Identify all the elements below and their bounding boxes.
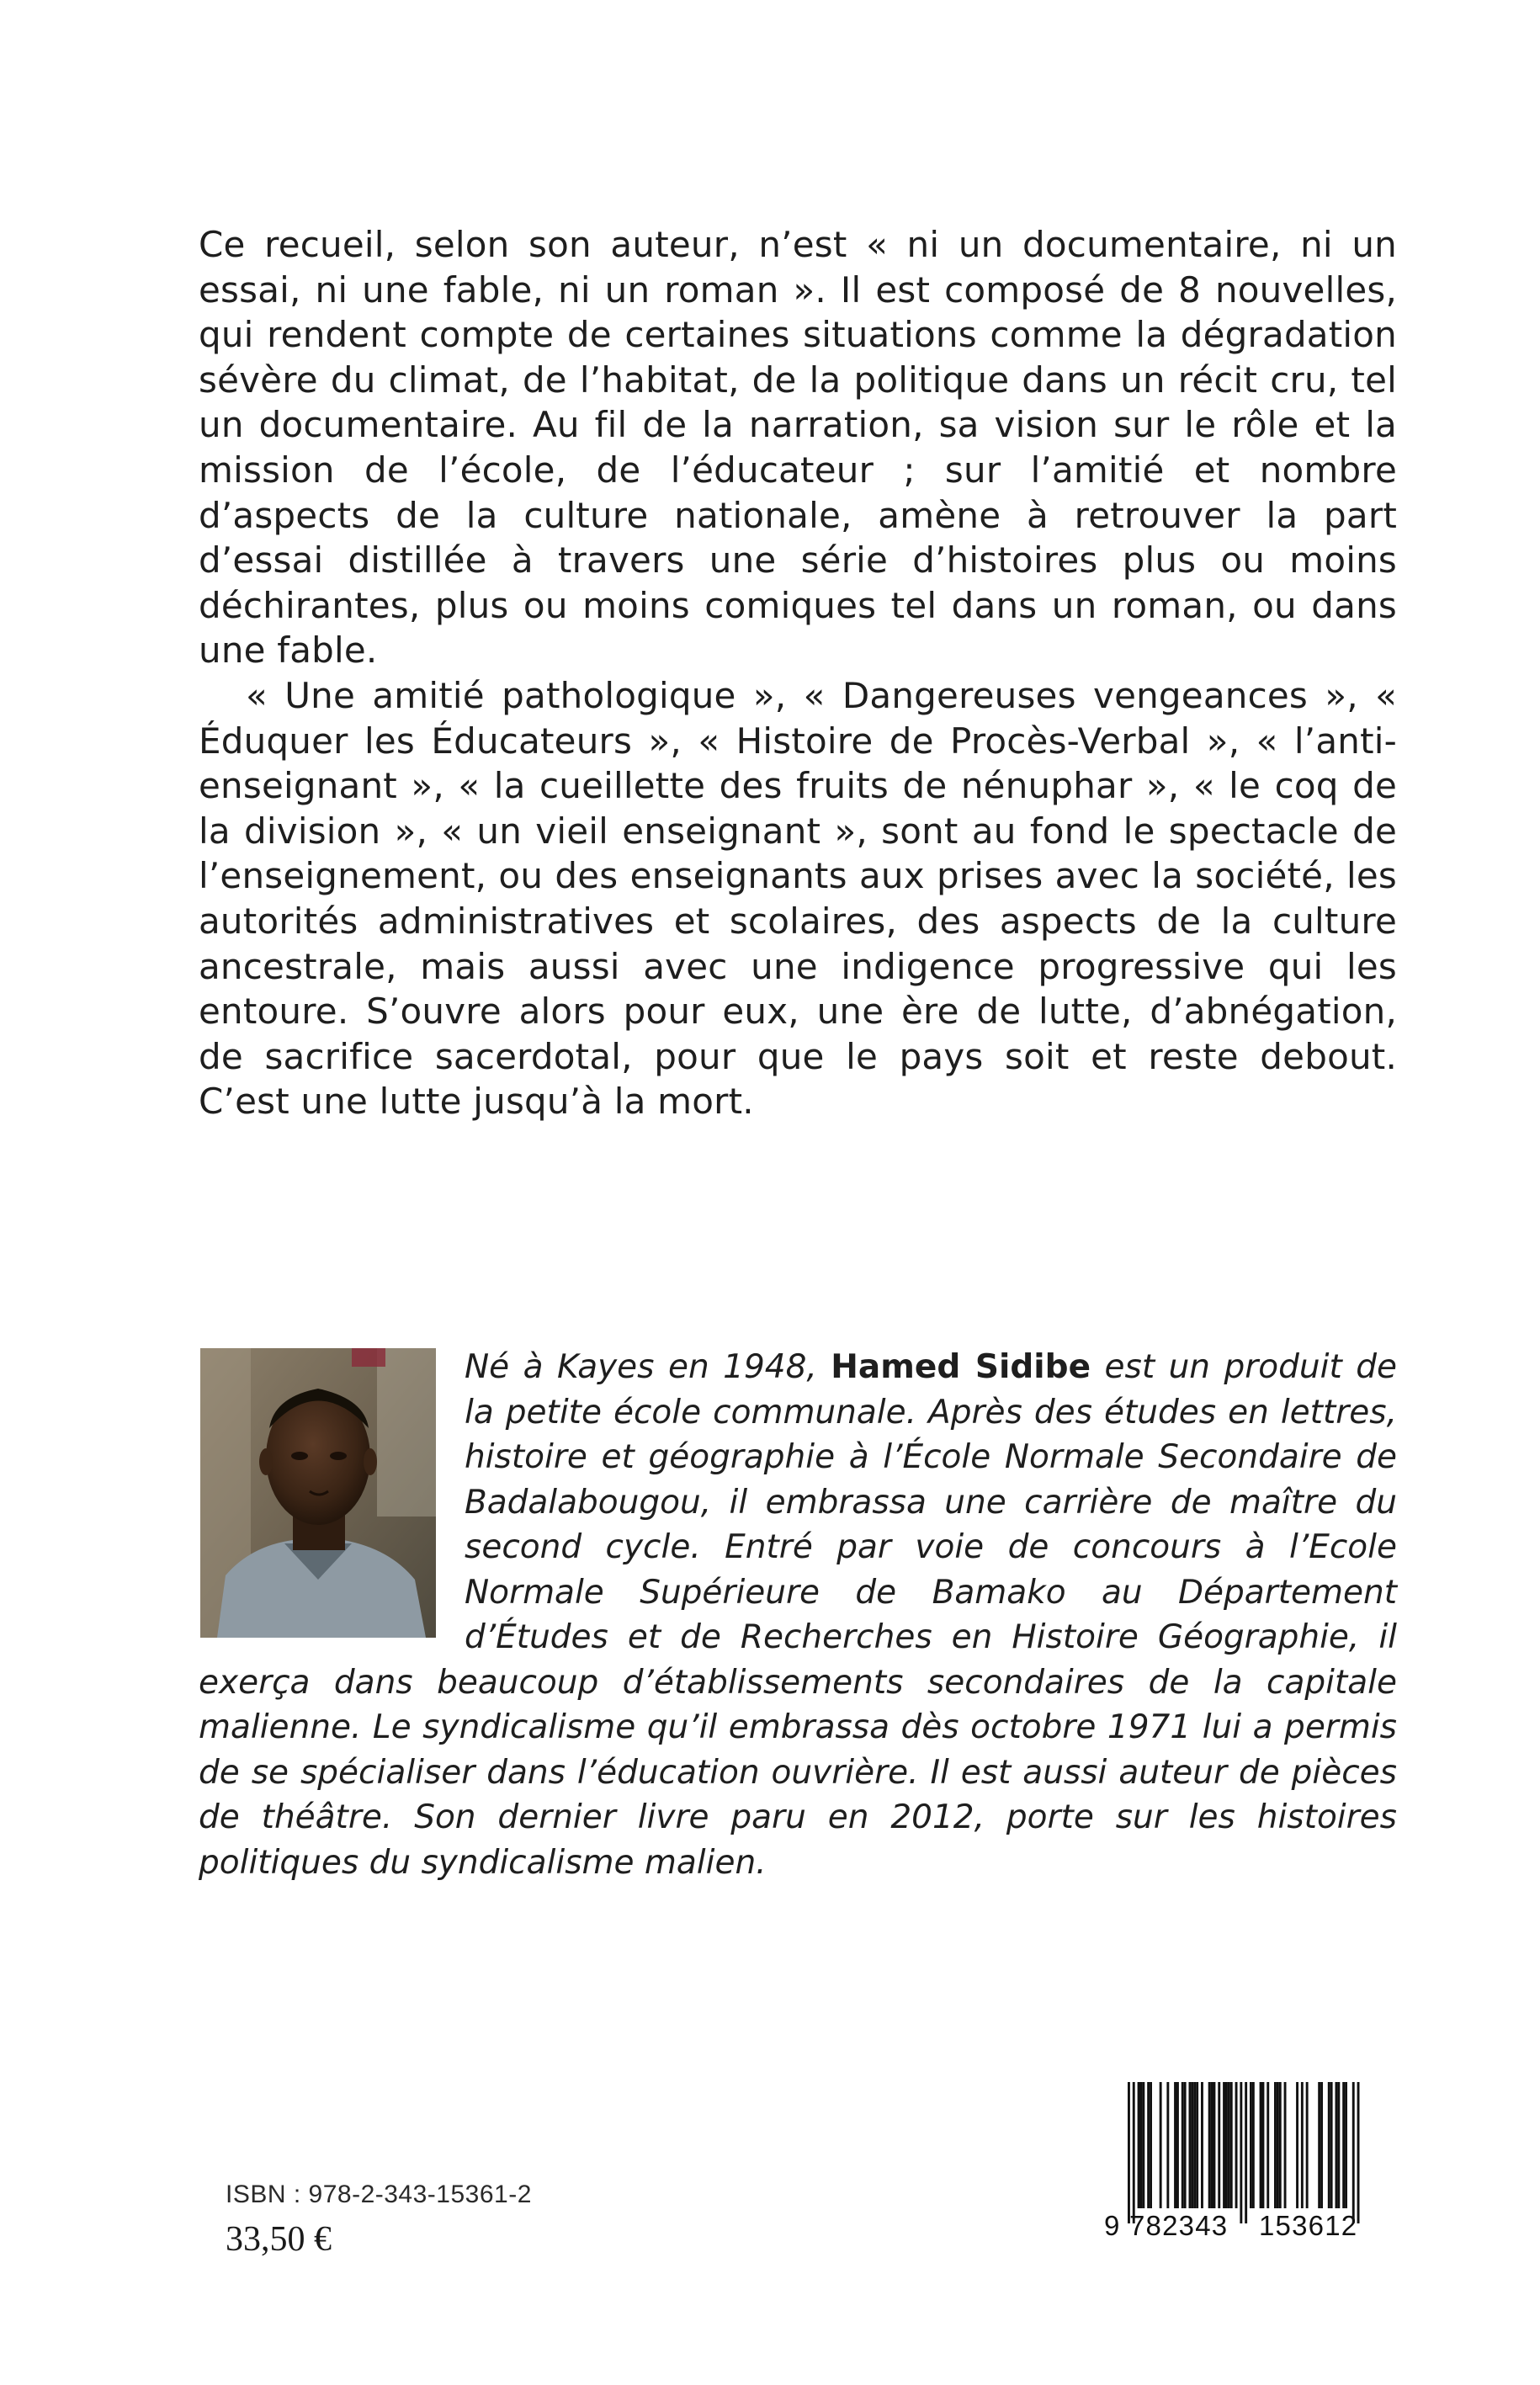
barcode-bar (1262, 2082, 1265, 2208)
barcode-bar (1337, 2082, 1340, 2208)
barcode-bar (1277, 2082, 1279, 2208)
author-portrait-image (200, 1348, 436, 1638)
bio-text: est un produit de la petite école communale. Après des études en lettres, histoire et géographie à l’École Normale Secondaire de Badalabougou, il embrassa une carrière de maître du second cycle. Entré par voie de concours à l’Ecole Normale Supérieure de Bamako au Département d’Études et de Recherches en Histoire Géographie, il exerça dans beaucoup d’établissements secondaires de la capitale malienne. Le syndicalisme qu’il embrassa dès octobre 1971 lui a permis de se spécialiser dans l’éducation ouvrière. Il est aussi auteur de pièces de théâtre. Son dernier livre paru en 2012, porte sur les histoires politiques du syndicalisme malien. (199, 1348, 1397, 1882)
barcode-bar (1196, 2082, 1198, 2208)
barcode-bar (1330, 2082, 1333, 2208)
barcode-bar (1320, 2082, 1323, 2208)
barcode-bar (1142, 2082, 1144, 2208)
barcode-bar (1301, 2082, 1304, 2208)
barcode-bar (1128, 2082, 1130, 2223)
barcode-bar (1352, 2082, 1355, 2223)
synopsis-text (199, 222, 1397, 1124)
barcode-bar (1296, 2082, 1298, 2208)
barcode-bar (1225, 2082, 1228, 2208)
barcode-bar (1267, 2082, 1269, 2208)
barcode-bar (1260, 2082, 1262, 2208)
bio-intro: Né à Kayes en 1948, (465, 1348, 831, 1386)
barcode-bar (1240, 2082, 1242, 2223)
barcode-bar (1176, 2082, 1179, 2208)
barcode-bar (1228, 2082, 1230, 2208)
barcode-bar (1160, 2082, 1162, 2208)
barcode-bar (1318, 2082, 1320, 2208)
author-bio (199, 1345, 1397, 1885)
barcode-bar (1345, 2082, 1347, 2208)
barcode-bar (1193, 2082, 1196, 2208)
barcode-bar (1235, 2082, 1238, 2208)
barcode-bar (1208, 2082, 1211, 2208)
barcode-bar (1211, 2082, 1213, 2208)
barcode-bar (1250, 2082, 1252, 2208)
barcode (1104, 2082, 1390, 2242)
barcode-bar (1245, 2082, 1247, 2223)
synopsis-paragraph-2: « Une amitié pathologique », « Dangereuses vengeances », « Éduquer les Éducateurs », « Histoire de Procès-Verbal », « l’anti-enseignant », « la cueillette des fruits de nénuphar », « le coq de la division », « un vieil enseignant », sont au fond le spectacle de l’enseignement, ou des enseignants aux prises avec la société, les autorités administratives et scolaires, des aspects de la culture ancestrale, mais aussi avec une indigence progressive qui les entoure. S’ouvre alors pour eux, une ère de lutte, d’abnégation, de sacrifice sacerdotal, pour que le pays soit et reste debout. C’est une lutte jusqu’à la mort. (199, 674, 1397, 1123)
barcode-bar (1174, 2082, 1176, 2208)
barcode-bar (1182, 2082, 1184, 2208)
barcode-bar (1191, 2082, 1193, 2208)
isbn-label: ISBN : 978-2-343-15361-2 (226, 2180, 532, 2208)
barcode-bar (1140, 2082, 1143, 2208)
barcode-bar (1274, 2082, 1277, 2208)
barcode-bar (1184, 2082, 1187, 2208)
barcode-bar (1306, 2082, 1309, 2208)
author-photo (200, 1348, 436, 1638)
author-name: Hamed Sidibe (831, 1348, 1091, 1386)
barcode-bar (1189, 2082, 1192, 2208)
barcode-bar (1138, 2082, 1140, 2208)
barcode-left-group: 782343 (1129, 2210, 1229, 2241)
barcode-right-group: 153612 (1259, 2210, 1358, 2241)
barcode-bar (1342, 2082, 1345, 2208)
barcode-bar (1328, 2082, 1330, 2208)
barcode-bar (1133, 2082, 1135, 2223)
barcode-bar (1150, 2082, 1152, 2208)
synopsis-paragraph-1: Ce recueil, selon son auteur, n’est « ni un documentaire, ni un essai, ni une fable, ni un roman ». Il est composé de 8 nouvelles, qui rendent compte de certaines situations comme la dégradation sévère du climat, de l’habitat, de la politique dans un récit cru, tel un documentaire. Au fil de la narration, sa vision sur le rôle et la mission de l’école, de l’éducateur ; sur l’amitié et nombre d’aspects de la culture nationale, amène à retrouver la part d’essai distillée à travers une série d’histoires plus ou moins déchirantes, plus ou moins comiques tel dans un roman, ou dans une fable. (199, 224, 1397, 672)
barcode-bar (1218, 2082, 1220, 2208)
barcode-bar (1201, 2082, 1203, 2208)
price-label: 33,50 € (226, 2220, 332, 2259)
barcode-bar (1147, 2082, 1150, 2208)
barcode-bar (1213, 2082, 1216, 2208)
barcode-bar (1357, 2082, 1360, 2223)
barcode-bar (1336, 2082, 1338, 2208)
barcode-lead-digit: 9 (1104, 2210, 1121, 2241)
barcode-bar (1230, 2082, 1233, 2208)
barcode-bar (1252, 2082, 1255, 2208)
barcode-bar (1166, 2082, 1169, 2208)
barcode-bar (1284, 2082, 1287, 2208)
barcode-bar (1279, 2082, 1282, 2208)
barcode-bar (1223, 2082, 1225, 2208)
